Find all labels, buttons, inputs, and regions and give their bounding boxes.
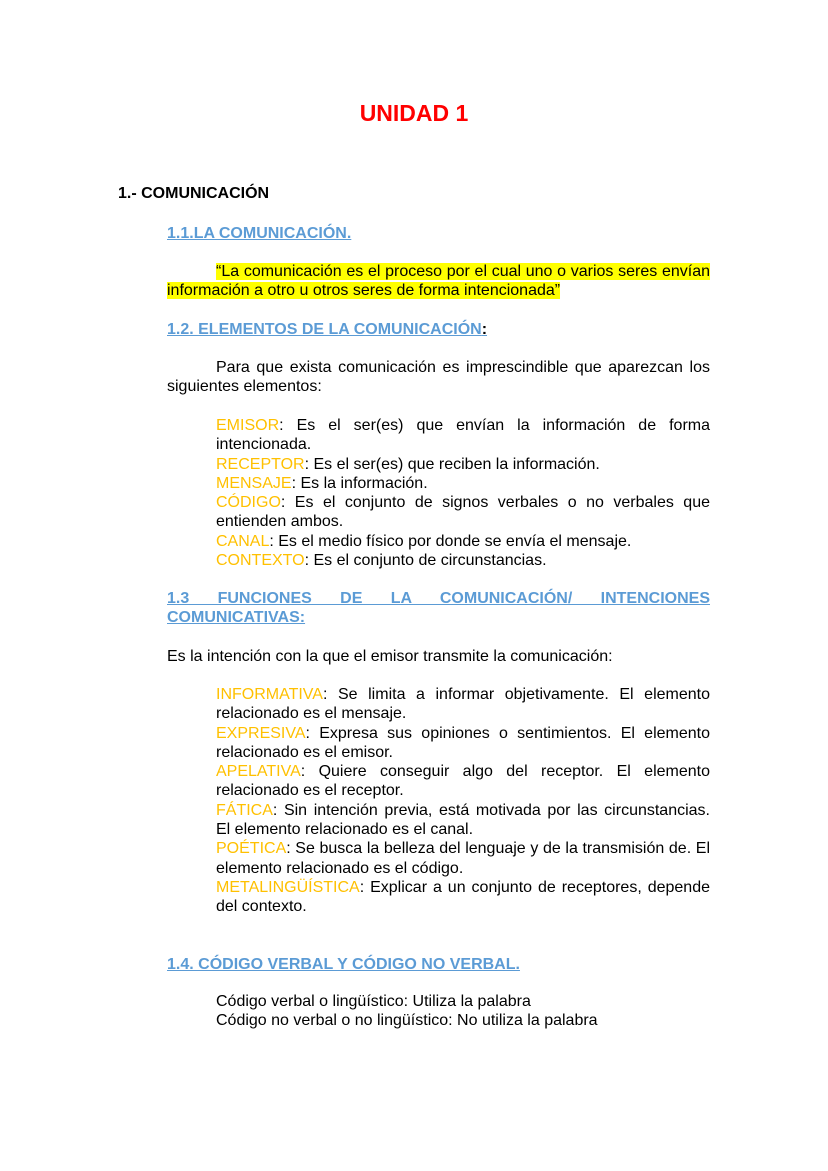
definition: : Expresa sus opiniones o sentimientos. El elemento relacionado es el emisor. — [216, 724, 710, 761]
subsection-1-1-title — [167, 224, 710, 243]
elements-intro — [167, 358, 710, 396]
functions-intro-text: Es la intención con la que el emisor transmite la comunicación: — [167, 648, 613, 665]
definition-quote — [167, 262, 710, 300]
term-metalinguistica: METALINGÜÍSTICA — [216, 878, 360, 896]
section-title: 1.- COMUNICACIÓN — [118, 185, 270, 202]
definition: : Es el conjunto de signos verbales o no verbales que entienden ambos. — [216, 494, 710, 531]
elements-list — [216, 416, 710, 570]
definition: : Es el ser(es) que envían la información de forma intencionada. — [216, 417, 710, 454]
definition: : Es el ser(es) que reciben la información. — [304, 455, 600, 473]
subsection-1-2-title — [167, 320, 710, 339]
list-item — [216, 416, 710, 455]
term-poetica: POÉTICA — [216, 840, 287, 858]
term-expresiva: EXPRESIVA — [216, 724, 306, 742]
list-item — [216, 839, 710, 878]
definition: : Es la información. — [291, 474, 428, 492]
definition: : Se limita a informar objetivamente. El elemento relacionado es el mensaje. — [216, 686, 710, 723]
list-item — [216, 493, 710, 532]
definition: : Se busca la belleza del lenguaje y de la transmisión de. El elemento relacionado es el código. — [216, 840, 710, 877]
term-receptor: RECEPTOR — [216, 455, 305, 473]
list-item: Código verbal o lingüístico: Utiliza la palabra — [216, 993, 531, 1010]
unit-title: UNIDAD 1 — [359, 100, 469, 126]
quote-text: “La comunicación es el proceso por el cual uno o varios seres envían información a otro u otros seres de forma intencionada” — [167, 263, 710, 299]
term-fatica: FÁTICA — [216, 801, 273, 819]
definition: : Quiere conseguir algo del receptor. El elemento relacionado es el receptor. — [216, 763, 710, 800]
list-item — [216, 551, 710, 570]
elements-intro-text: Para que exista comunicación es imprescindible que aparezcan los siguientes elementos: — [167, 359, 710, 395]
definition: : Es el medio físico por donde se envía el mensaje. — [269, 532, 632, 550]
subsection-1-4-title — [167, 955, 710, 974]
term-contexto: CONTEXTO — [216, 552, 305, 570]
subsection-1-3-title — [167, 589, 710, 627]
term-codigo: CÓDIGO — [216, 494, 281, 512]
term-canal: CANAL — [216, 532, 270, 550]
definition: : Sin intención previa, está motivada por las circunstancias. El elemento relacionado es el canal. — [216, 801, 710, 839]
term-emisor: EMISOR — [216, 417, 280, 434]
functions-intro — [167, 647, 710, 666]
term-mensaje: MENSAJE — [216, 474, 292, 492]
subsection-1-1-title-text: 1.1.LA COMUNICACIÓN. — [167, 225, 352, 242]
list-item — [216, 474, 710, 493]
list-item — [216, 724, 710, 763]
subsection-1-2-title-text: 1.2. ELEMENTOS DE LA COMUNICACIÓN — [167, 321, 482, 338]
term-informativa: INFORMATIVA — [216, 686, 323, 703]
subsection-1-3-title-text: 1.3 FUNCIONES DE LA COMUNICACIÓN/ INTENCIONES COMUNICATIVAS: — [167, 590, 710, 626]
term-apelativa: APELATIVA — [216, 763, 301, 781]
code-types-list — [216, 992, 710, 1031]
subsection-1-2-colon: : — [481, 321, 488, 338]
list-item — [216, 762, 710, 801]
subsection-1-4-title-text: 1.4. CÓDIGO VERBAL Y CÓDIGO NO VERBAL. — [167, 956, 520, 973]
functions-list — [216, 685, 710, 917]
list-item — [216, 455, 710, 474]
definition: : Explicar a un conjunto de receptores, depende del contexto. — [216, 878, 710, 916]
list-item — [216, 685, 710, 724]
list-item — [216, 532, 710, 551]
definition: : Es el conjunto de circunstancias. — [304, 552, 547, 570]
list-item — [216, 801, 710, 840]
list-item — [216, 878, 710, 917]
list-item: Código no verbal o no lingüístico: No utiliza la palabra — [216, 1012, 598, 1030]
